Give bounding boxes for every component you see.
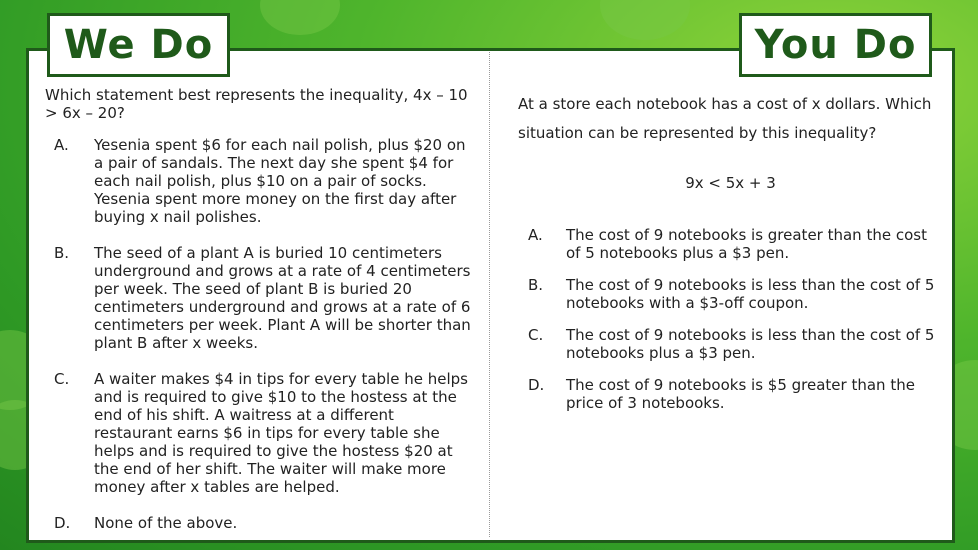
option-item xyxy=(518,326,943,362)
option-item xyxy=(45,514,475,532)
clover-decoration xyxy=(260,0,340,35)
option-letter: B. xyxy=(528,276,544,294)
option-item xyxy=(45,370,475,496)
option-text: The seed of a plant A is buried 10 centimeters underground and grows at a rate of 4 centimeters per week. The seed of plant B is buried 20 centimeters underground and grows at a rate of 6 centimeters per week. Plant A will be shorter than plant B after x weeks. xyxy=(94,244,471,352)
option-item xyxy=(518,376,943,412)
option-item xyxy=(518,276,943,312)
option-letter: C. xyxy=(528,326,544,344)
option-text: The cost of 9 notebooks is greater than the cost of 5 notebooks plus a $3 pen. xyxy=(566,226,927,262)
option-text: The cost of 9 notebooks is less than the cost of 5 notebooks plus a $3 pen. xyxy=(566,326,935,362)
option-letter: D. xyxy=(528,376,545,394)
you-do-title: You Do xyxy=(739,13,932,77)
option-text: The cost of 9 notebooks is $5 greater than the price of 3 notebooks. xyxy=(566,376,915,412)
option-text: A waiter makes $4 in tips for every table he helps and is required to give $10 to the hostess at the end of his shift. A waitress at a different restaurant earns $6 in tips for every table she helps and is required to give the hostess $20 at the end of her shift. The waiter will make more money after x tables are helped. xyxy=(94,370,468,496)
option-text: Yesenia spent $6 for each nail polish, plus $20 on a pair of sandals. The next day she spent $4 for each nail polish, plus $10 on a pair of socks. Yesenia spent more money on the first day after buying x nail polishes. xyxy=(94,136,466,226)
option-item xyxy=(45,136,475,226)
you-do-column xyxy=(518,90,943,426)
we-do-column xyxy=(45,86,475,550)
you-do-inequality: 9x < 5x + 3 xyxy=(685,174,776,192)
you-do-question: At a store each notebook has a cost of x dollars. Which situation can be represented by this inequality? xyxy=(518,95,932,142)
option-item xyxy=(45,244,475,352)
option-letter: C. xyxy=(54,370,70,388)
option-letter: B. xyxy=(54,244,70,262)
column-divider xyxy=(489,52,490,537)
option-letter: A. xyxy=(528,226,543,244)
we-do-question: Which statement best represents the inequality, 4x – 10 > 6x – 20? xyxy=(45,86,468,122)
option-text: None of the above. xyxy=(94,514,238,532)
we-do-title: We Do xyxy=(47,13,230,77)
clover-decoration xyxy=(600,0,690,40)
option-letter: A. xyxy=(54,136,69,154)
option-item xyxy=(518,226,943,262)
option-text: The cost of 9 notebooks is less than the cost of 5 notebooks with a $3-off coupon. xyxy=(566,276,935,312)
option-letter: D. xyxy=(54,514,71,532)
